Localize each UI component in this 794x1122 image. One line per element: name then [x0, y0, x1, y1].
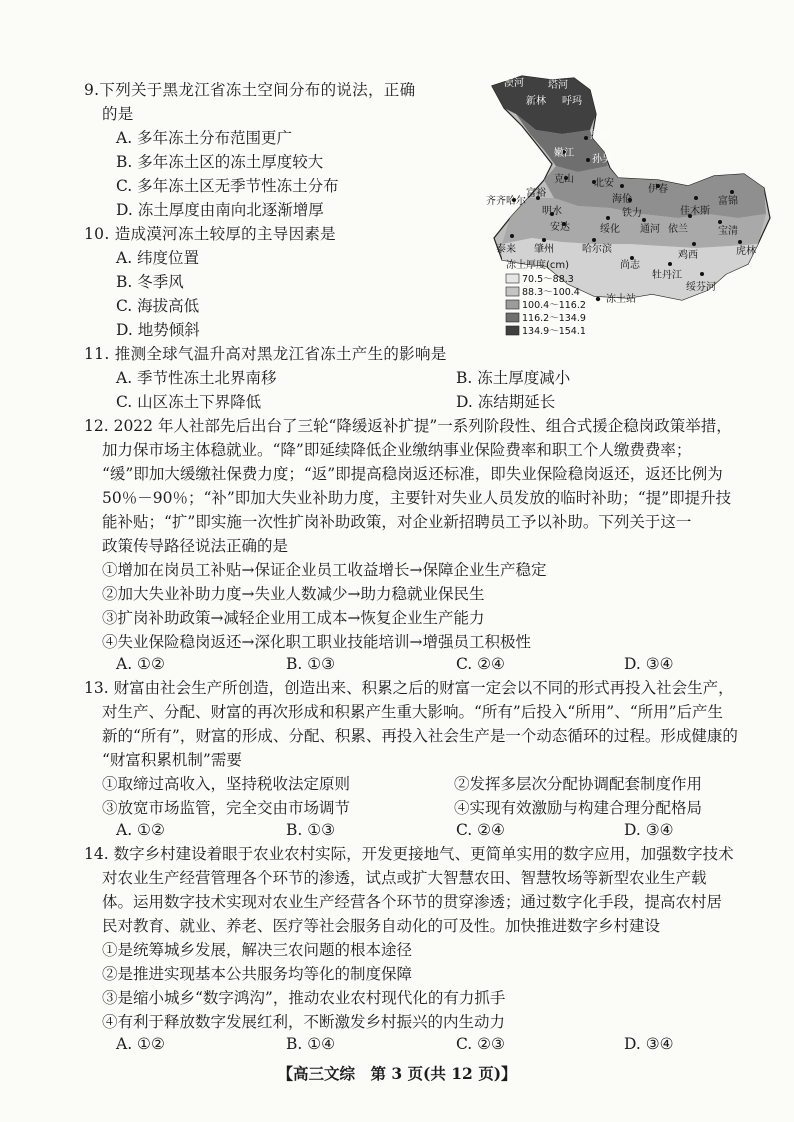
question-11-option-c[interactable]: C. 山区冻土下界降低: [116, 393, 262, 411]
question-12-line4: 50％－90％；“补”即加大失业补助力度，主要针对失业人员发放的临时补助；“提”即提升技: [102, 489, 732, 507]
place-yichun: 伊春: [648, 184, 668, 195]
place-jixi: 鸡西: [678, 250, 698, 261]
place-baoqing: 宝清: [718, 226, 738, 237]
question-10-option-b[interactable]: B. 冬季风: [116, 273, 184, 291]
place-zhaozhou: 肇州: [534, 244, 554, 255]
question-14-item-4: ④有利于释放数字发展红利，不断激发乡村振兴的内生动力: [102, 1013, 506, 1031]
place-hulin: 虎林: [736, 246, 756, 257]
place-mudanjiang: 牡丹江: [652, 270, 682, 281]
question-13-choice-a[interactable]: A. ①②: [116, 821, 165, 839]
question-10-stem: 10. 造成漠河冻土较厚的主导因素是: [84, 225, 336, 243]
place-harbin: 哈尔滨: [582, 244, 612, 255]
place-nenjiang: 嫩江: [554, 148, 574, 159]
place-xinlin: 新林: [526, 96, 546, 107]
question-13-line3: 新的“所有”，财富的形成、分配、积累、再投入社会生产是一个动态循环的过程。形成健康的: [102, 727, 738, 745]
place-keshan: 克山: [554, 174, 574, 185]
question-13-stem: [84, 676, 774, 772]
question-9-stem-line1: 9.下列关于黑龙江省冻土空间分布的说法，正确: [84, 81, 416, 99]
page-footer: 【高三文综 第 3 页(共 12 页)】: [277, 1064, 517, 1083]
place-heihe: 黑河: [590, 130, 610, 141]
question-12-stem: [84, 414, 774, 558]
place-anda: 安达: [550, 222, 570, 233]
legend-label-4: 116.2～134.9: [522, 313, 586, 324]
question-9-stem: [84, 78, 415, 126]
place-yilan: 依兰: [668, 224, 688, 235]
legend-swatch-4: [506, 313, 519, 322]
question-14-line3: 体。运用数字技术实现对农业生产经营各个环节的贯穿渗透；通过数字化手段，提高农村居: [102, 893, 723, 911]
legend-swatch-3: [506, 300, 519, 309]
question-14-line1: 14. 数字乡村建设着眼于农业农村实际，开发更接地气、更简单实用的数字应用，加强数字技术: [84, 845, 734, 863]
heilongjiang-frozen-soil-map: [482, 68, 774, 346]
question-13-item-1: ①取缔过高收入，坚持税收法定原则: [102, 775, 351, 793]
question-14-item-1: ①是统筹城乡发展，解决三农问题的根本途径: [102, 941, 413, 959]
question-14-line4: 民对教育、就业、养老、医疗等社会服务自动化的可及性。加快推进数字乡村建设: [102, 917, 661, 935]
station-legend-label: 冻土站: [606, 294, 636, 305]
question-13-item-2: ②发挥多层次分配协调配套制度作用: [454, 775, 703, 793]
question-12-line6: 政策传导路径说法正确的是: [102, 537, 289, 555]
legend-label-1: 70.5～88.3: [522, 274, 574, 285]
question-14-item-2: ②是推进实现基本公共服务均等化的制度保障: [102, 965, 413, 983]
place-jiamusi: 佳木斯: [680, 206, 710, 217]
place-qiqihar: 齐齐哈尔: [486, 196, 526, 207]
place-sunwu: 孙吴: [592, 154, 612, 165]
question-13-choice-c[interactable]: C. ②④: [456, 821, 505, 839]
place-mohe: 漠河: [504, 78, 524, 89]
question-12-choice-b[interactable]: B. ①③: [286, 655, 336, 673]
question-14-choice-c[interactable]: C. ②③: [456, 1035, 505, 1053]
place-fuyu: 富裕: [526, 188, 546, 199]
question-13-item-4: ④实现有效激励与构建合理分配格局: [454, 799, 703, 817]
place-tahe: 塔河: [548, 80, 568, 91]
place-suihua: 绥化: [600, 224, 620, 235]
legend-label-5: 134.9～154.1: [522, 326, 586, 337]
place-hailun: 海伦: [612, 194, 632, 205]
question-12-choice-a[interactable]: A. ①②: [116, 655, 165, 673]
legend-swatch-1: [506, 274, 519, 283]
legend-swatch-2: [506, 287, 519, 296]
question-14-choice-d[interactable]: D. ③④: [624, 1035, 674, 1053]
question-13-line2: 对生产、分配、财富的再次形成和积累产生重大影响。“所有”后投入“所用”、“所用”后产生: [102, 703, 724, 721]
map-svg: [482, 68, 774, 346]
question-12-line5: 能补贴；“扩”即实施一次性扩岗补助政策，对企业新招聘员工予以补助。下列关于这一: [102, 513, 692, 531]
question-10-option-c[interactable]: C. 海拔高低: [116, 297, 200, 315]
question-12-line3: “缓”即加大缓缴社保费力度；“返”即提高稳岗返还标准，即失业保险稳岗返还，返还比例为: [102, 465, 723, 483]
question-14-item-3: ③是缩小城乡“数字鸿沟”，推动农业农村现代化的有力抓手: [102, 989, 506, 1007]
place-mingshui: 明水: [542, 206, 562, 217]
question-12-choice-d[interactable]: D. ③④: [624, 655, 674, 673]
question-9-option-a[interactable]: A. 多年冻土分布范围更广: [116, 129, 293, 147]
question-13-choice-b[interactable]: B. ①③: [286, 821, 336, 839]
place-suifenhe: 绥芬河: [686, 282, 716, 293]
question-12-item-4: ④失业保险稳岗返还→深化职工职业技能培训→增强员工积极性: [102, 633, 531, 651]
question-11-stem: 11. 推测全球气温升高对黑龙江省冻土产生的影响是: [84, 345, 447, 363]
question-10-option-d[interactable]: D. 地势倾斜: [116, 321, 200, 339]
question-11-option-a[interactable]: A. 季节性冻土北界南移: [116, 369, 277, 387]
question-14-line2: 对农业生产经营管理各个环节的渗透，试点或扩大智慧农田、智慧牧场等新型农业生产载: [102, 869, 707, 887]
place-tieli: 铁力: [622, 208, 642, 219]
place-fujin: 富锦: [718, 196, 738, 207]
legend-swatch-5: [506, 326, 519, 335]
question-11-option-d[interactable]: D. 冻结期延长: [456, 393, 556, 411]
question-12-item-1: ①增加在岗员工补贴→保证企业员工收益增长→保障企业生产稳定: [102, 561, 547, 579]
question-9-stem-line2: 的是: [102, 105, 134, 123]
question-12-choice-c[interactable]: C. ②④: [456, 655, 505, 673]
question-13-line1: 13. 财富由社会生产所创造，创造出来、积累之后的财富一定会以不同的形式再投入社会生产，: [84, 679, 734, 697]
place-beian: 北安: [594, 178, 614, 189]
question-13-choice-d[interactable]: D. ③④: [624, 821, 674, 839]
question-14-stem: [84, 842, 774, 938]
legend-label-3: 100.4～116.2: [522, 300, 586, 311]
legend-title: 冻土厚度(cm): [506, 260, 570, 271]
question-12-item-3: ③扩岗补助政策→减轻企业用工成本→恢复企业生产能力: [102, 609, 485, 627]
place-shangzhi: 尚志: [620, 260, 640, 271]
question-13-line4: “财富积累机制”需要: [102, 751, 242, 769]
question-13-item-3: ③放宽市场监管，完全交由市场调节: [102, 799, 351, 817]
question-14-choice-a[interactable]: A. ①②: [116, 1035, 165, 1053]
question-12-line2: 加力保市场主体稳就业。“降”即延续降低企业缴纳事业保险费率和职工个人缴费费率；: [102, 441, 692, 459]
question-10-option-a[interactable]: A. 纬度位置: [116, 249, 200, 267]
question-9-option-b[interactable]: B. 多年冻土区的冻土厚度较大: [116, 153, 324, 171]
place-tonghe: 通河: [640, 224, 660, 235]
question-12-line1: 12. 2022 年人社部先后出台了三轮“降缓返补扩提”一系列阶段性、组合式援企稳岗政策举措，: [84, 417, 732, 435]
question-9-option-d[interactable]: D. 冻土厚度由南向北逐渐增厚: [116, 201, 324, 219]
station-legend-dot: [596, 297, 600, 301]
place-tailai: 泰来: [496, 244, 516, 255]
question-12-item-2: ②加大失业补助力度→失业人数减少→助力稳就业保民生: [102, 585, 485, 603]
question-9-option-c[interactable]: C. 多年冻土区无季节性冻土分布: [116, 177, 339, 195]
legend-label-2: 88.3～100.4: [522, 287, 580, 298]
question-14-choice-b[interactable]: B. ①④: [286, 1035, 336, 1053]
question-11-option-b[interactable]: B. 冻土厚度减小: [456, 369, 571, 387]
place-huma: 呼玛: [562, 96, 582, 107]
